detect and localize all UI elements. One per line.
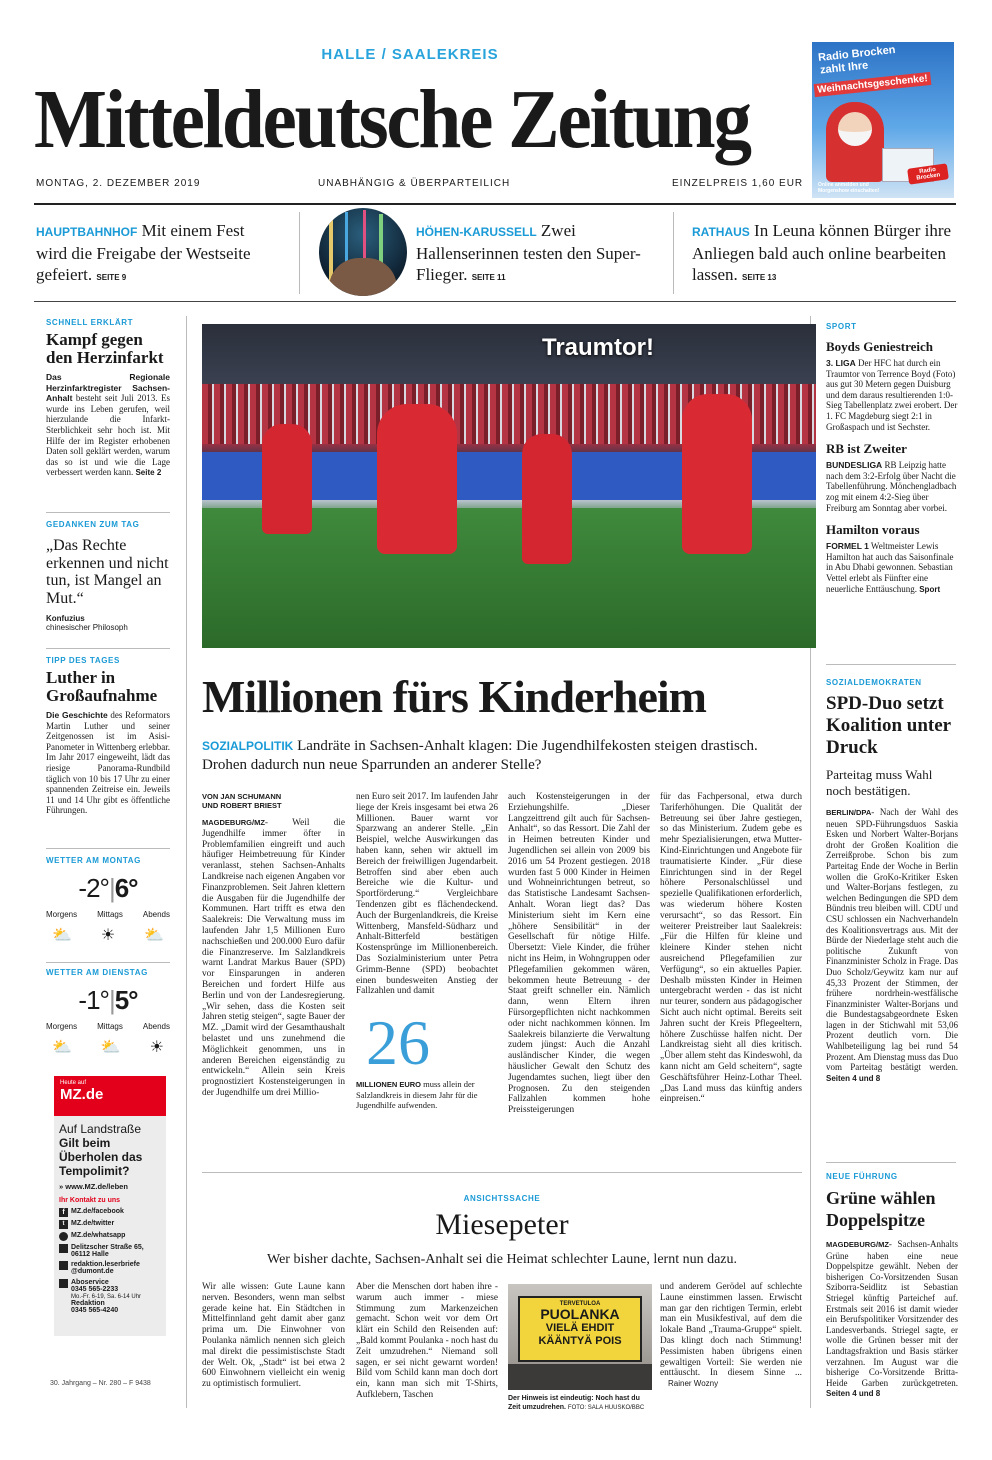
player-4 <box>682 394 752 554</box>
gedanken-kicker: GEDANKEN ZUM TAG <box>46 520 140 529</box>
schnell-headline: Kampf gegen den Herzinfarkt <box>46 330 164 367</box>
mz-contact-head: Ihr Kontakt zu uns <box>59 1197 121 1204</box>
sport-headline-3: Hamilton voraus <box>826 522 920 538</box>
sport-ref[interactable]: Sport <box>919 584 941 594</box>
schnell-text: besteht seit Juli 2013. Es wurde ins Leben gerufen, weil hierzulande die Infarkt-Sterblichkeit sehr hoch ist. Mit Hilfe der im Register erhobenen Daten soll geklärt werden, warum das so ist und wie die Lage verbessert werden kann. <box>46 393 171 478</box>
teaser-kicker: HAUPTBAHNHOF <box>36 225 138 239</box>
ansicht-col-2: Aber die Menschen dort haben ihre - warum auch immer - miese Stimmung zum Markenzeichen gemacht. Schon weit vor dem Ort klärt ein Schild den Reisenden auf: „Bald kommt Poulanka - noch hast du Zeit umzudrehen.“ Niemand soll sagen, er sei nicht gewarnt worden! Bild vom Schild kann man doch dort ein, kann man sich mit T-Shirts, Aufklebern, Taschen <box>356 1282 499 1400</box>
main-body-1: MAGDEBURG/MZ- Weil die Jugendhilfe immer öfter in Problemfamilien eingreift und auch häufiger Heimbetreuung für Kinder veranlasst, stehen Sachsen-Anhalts Landkreise nach eigenen Angaben vor Finanzproblemen. Seit Jahren klettern die Ausgaben für die Jugendhilfe der Kommunen. Hart trifft es etwa den Saalekreis: Die Verwaltung muss im laufenden Jahr 1,5 Millionen Euro nachschießen und 200.000 Euro dafür die Finanzreserve. Im Salzlandkreis warnt Landrat Markus Bauer (SPD) vor Einsparungen in anderen Bereichen und fordert Hilfe aus Berlin und von der Landesregierung. „Wir sehen, dass die Kosten seit Jahren stetig steigen“, sagte Bauer der MZ. „Damit wird der Gesamthaushalt belastet und uns zunehmend die Möglichkeit genommen, uns in anderen Bereichen eigenständig zu entwickeln.“ Allein sein Kreis prognostiziert Kostensteigerungen in der Jugendhilfe um drei Millio- <box>202 818 345 1098</box>
main-body-3: auch Kostensteigerungen in der Erziehungshilfe. „Dieser Langzeittrend gilt auch für Sachsen-Anhalt“, so das Ressort. Die Zahl der in Heimen betreuten Kinder und Jugendlichen sei allein von 2009 bis 2016 um 54 Prozent gestiegen. 2018 wurden fast 5 000 Kinder in Heimen und Wohneinrichtungen betreut, so das Statistische Landesamt Sachsen-Anhalt. Woran liegt das? Das Ministerium sieht im Kern eine „höhere Sensibilität“ in der Gesellschaft für nötige Hilfe. Übersetzt: Viele Kinder, die früher nicht ins Heim, in Wohngruppen oder Pflegefamilien gekommen wären, bekommen heute Betreuung - der Staat greift schneller ein. Nämlich dann, wenn Eltern ihren Fürsorgepflichten nicht nachkommen oder nicht nachkommen können. Im Saalekreis bilanzierte die Verwaltung zudem jüngst: Auch die Anzahl ausländischer Kinder, die wegen häuslicher Gewalt den Schutz des Jugendamtes suchen, liegt über den Prognosen. Zu den steigenden Fallzahlen kommen hohe Preissteigerungen <box>508 792 650 1116</box>
mz-title1: Auf Landstraße <box>59 1122 142 1136</box>
big-number-caption: MILLIONEN EURO muss allein der Salzlandkreis in diesem Jahr für die Jugendhilfe aufwenden. <box>356 1079 478 1111</box>
sign-line-4: KÄÄNTYÄ POIS <box>538 1335 622 1347</box>
teaser-ref: SEITE 11 <box>471 273 506 282</box>
weather-labels <box>46 1022 170 1031</box>
byline-2: UND ROBERT BRIEST <box>202 801 282 810</box>
spd-sub: Parteitag muss Wahl noch bestätigen. <box>826 767 933 798</box>
gedanken-author: Konfuzius <box>46 614 85 623</box>
teaser-ref: SEITE 9 <box>96 273 127 282</box>
puolanka-photo[interactable] <box>508 1284 652 1390</box>
gruene-ref[interactable]: Seiten 4 und 8 <box>826 1389 881 1399</box>
divider <box>673 212 674 294</box>
abo-service: Aboservice 0345 565-2233 Mo.-Fr. 6-19, Sa. 6-14 Uhr Redaktion 0345 565-4240 <box>59 1279 161 1314</box>
label-evening: Abends <box>142 910 170 919</box>
mz-logo: MZ.de <box>60 1086 104 1103</box>
player-2 <box>377 404 457 554</box>
spd-kicker: SOZIALDEMOKRATEN <box>826 678 922 687</box>
sport-body-3: FORMEL 1 Weltmeister Lewis Hamilton hat auch das Saisonfinale in Abu Dhabi gewonnen. Sebastian Vettel erlebt als Fünfter eine neuerliche Enttäuschung. Sport <box>826 541 954 594</box>
spd-article <box>826 678 958 1084</box>
temp-min: -1° <box>78 985 109 1015</box>
sun-cloud-icon: ⛅ <box>144 925 164 944</box>
gruene-article <box>826 1172 958 1400</box>
column-rule-left <box>186 316 187 1408</box>
people-silhouettes <box>508 1364 652 1390</box>
sun-cloud-icon: ⛅ <box>100 1037 121 1056</box>
ansicht-headline: Miesepeter <box>435 1208 569 1241</box>
divider <box>46 648 170 649</box>
divider <box>826 664 956 665</box>
divider <box>299 212 300 294</box>
divider <box>46 962 170 963</box>
ansicht-sub: Wer bisher dachte, Sachsen-Anhalt sei die Heimat schlechter Laune, lernt nun dazu. <box>266 1252 738 1267</box>
ad-badge: Radio Brocken <box>907 163 949 184</box>
ansicht-col-4: und anderem Gerödel auf schlechte Laune einstimmen lassen. Erwischt man gar den richtigen Termin, erlebt man ein Musikfestival, auf dem die lokale Band „Trauma-Gruppe“ spielt. Das klingt doch nach Stimmung! Pessimisten haben übrigens einen gewaltigen Vorteil: Sie werden nie enttäuscht. In diesem Sinne ... Rainer Wozny <box>660 1282 802 1389</box>
spd-headline: SPD-Duo setzt Koalition unter Druck <box>826 693 951 758</box>
big-number: 26 <box>366 1007 430 1079</box>
teaser-hauptbahnhof[interactable] <box>36 220 276 288</box>
ad-line1: Radio Brocken <box>817 43 897 65</box>
gruene-headline: Grüne wählen Doppelspitze <box>826 1188 936 1230</box>
whatsapp-link[interactable]: MZ.de/whatsapp <box>59 1232 161 1241</box>
issue-date: MONTAG, 2. DEZEMBER 2019 <box>36 178 201 189</box>
left-column <box>46 318 170 479</box>
tipp-lead: Die Geschichte <box>46 710 108 720</box>
weather-tuesday <box>46 968 170 1056</box>
teaser-ref: SEITE 13 <box>742 273 777 282</box>
mz-link[interactable]: » www.MZ.de/leben <box>59 1182 128 1191</box>
temp-max: 6° <box>114 873 138 903</box>
sign-board <box>518 1296 642 1362</box>
mz-title2: Gilt beim Überholen das Tempolimit? <box>59 1136 143 1178</box>
issue-footer: 30. Jahrgang – Nr. 280 – F 9438 <box>50 1380 151 1387</box>
weather-labels <box>46 910 170 919</box>
email-link[interactable]: redaktion.leserbriefe @dumont.de <box>59 1261 161 1275</box>
ansicht-kicker: ANSICHTSSACHE <box>463 1194 541 1203</box>
gruene-kicker: NEUE FÜHRUNG <box>826 1172 898 1181</box>
teaser-carousel-image[interactable] <box>319 208 407 296</box>
weather-monday <box>46 856 170 944</box>
ansicht-col-1: Wir alle wissen: Gute Laune kann nerven. Besonders, wenn man selbst gerade keine hat. Ein Städtchen in Mittelfinnland geht damit aber ganz prima um. Die Einwohner von Poulanka nämlich nennen sich gleich mal direkt die pessimistischste Stadt der Welt. Ok, „Stadt“ ist bei etwa 2 600 Einwohnern vielleicht ein wenig zu optimistisch formuliert. <box>202 1282 345 1390</box>
main-subheadline: SOZIALPOLITIK Landräte in Sachsen-Anhalt klagen: Die Jugendhilfekosten steigen drastisch. Drohen dadurch nun neue Sparrunden an anderer Stelle? <box>202 738 758 773</box>
ad-small-text: Online anmelden und Morgenshow einschalten! <box>818 182 880 194</box>
main-col-2 <box>356 792 498 1110</box>
schnell-body <box>46 372 170 479</box>
weather-icons <box>46 1031 170 1056</box>
weather-kicker: WETTER AM DIENSTAG <box>46 968 148 977</box>
teaser-text: Zwei Hallenserinnen testen den Super-Flieger. <box>416 221 641 284</box>
tipp-headline: Luther in Großaufnahme <box>46 668 158 705</box>
tipp-body <box>46 710 170 816</box>
gruene-body: MAGDEBURG/MZ- Sachsen-Anhalts Grüne haben eine neue Doppelspitze gewählt. Neben der bisherigen Co-Vorsitzenden Susan Sziborra-Seidlitz ist Sebastian Striegel künftig Parteichef auf. Erstmals seit 2016 ist damit wieder ein Berufspolitiker Vorsitzender des Landesverbands. Striegel sagte, er wolle die Grünen besser mit der Landtagsfraktion und Basis stärker verzahnen. Im August war die bisherige Co-Vorsitzende Britta-Heide Garben zurückgetreten. Seiten 4 und 8 <box>826 1239 958 1399</box>
sun-icon: ☀ <box>149 1037 164 1056</box>
weather-kicker: WETTER AM MONTAG <box>46 856 141 865</box>
photo-overlay-text: Traumtor! <box>542 334 655 361</box>
teaser-rathaus[interactable] <box>692 220 960 288</box>
tipp-box <box>46 656 170 816</box>
teaser-text: Mit einem Fest wird die Freigabe der Westseite gefeiert. <box>36 221 251 284</box>
sun-icon: ☀ <box>100 925 116 944</box>
main-body-2: nen Euro seit 2017. Im laufenden Jahr liege der Kreis insgesamt bei etwa 26 Millionen. Bauer warnt vor Sparzwang an anderer Stelle. „Ein Beispiel, welche Auswirkungen das haben kann, sehen wir aktuell im Bereich der freiwilligen Jugendarbeit. Betroffen sind aber eben auch Bereiche wie die Kultur- und Sportförderung.“ Vergleichbare Tendenzen gibt es flächendeckend. Auch der Burgenlandkreis, die Kreise Wittenberg, Mansfeld-Südharz und Anhalt-Bitterfeld bestätigen Kostensprünge im Millionenbereich. Das Sozialministerium unter Petra Grimm-Benne (SPD) beobachtet einen bundesweiten Anstieg der Fallzahlen und damit <box>356 792 498 997</box>
photo-caption: Der Hinweis ist eindeutig: Noch hast du Zeit umzudrehen. FOTO: SALA HUUSKO/BBC <box>508 1395 645 1411</box>
gedanken-role: chinesischer Philosoph <box>46 623 128 632</box>
label-noon: Mittags <box>97 1022 123 1031</box>
newspaper-title: Mitteldeutsche Zeitung <box>34 73 750 166</box>
divider <box>46 512 170 513</box>
temp-min: -2° <box>78 873 109 903</box>
tipp-kicker: TIPP DES TAGES <box>46 656 120 665</box>
santa-face <box>838 112 872 146</box>
label-evening: Abends <box>142 1022 170 1031</box>
main-col-3 <box>508 792 650 1116</box>
schnell-kicker: SCHNELL ERKLÄRT <box>46 318 134 327</box>
weather-icons <box>46 919 170 944</box>
football-photo[interactable] <box>202 324 816 648</box>
main-kicker: SOZIALPOLITIK <box>202 739 294 753</box>
region-label: HALLE / SAALEKREIS <box>321 46 499 63</box>
player-3 <box>522 434 572 564</box>
sport-kicker: SPORT <box>826 322 857 331</box>
twitter-icon: t <box>59 1220 68 1229</box>
schnell-ref[interactable]: Seite 2 <box>135 468 162 478</box>
label-morning: Morgens <box>46 1022 78 1031</box>
byline-1: VON JAN SCHUMANN <box>202 792 282 801</box>
twitter-link[interactable]: t MZ.de/twitter <box>59 1220 161 1229</box>
mail-icon <box>59 1261 68 1270</box>
sport-column <box>826 322 958 595</box>
label-noon: Mittags <box>97 910 123 919</box>
gedanken-quote: „Das Rechte erkennen und nicht tun, ist Mangel an Mut.“ <box>46 537 169 607</box>
tipp-text: des Reformators Martin Luther und seiner Zeitgenossen ist im Asisi-Panometer in Wittenberg erlebbar. Im Jahr 2017 eingeweiht, lädt das riesige Panorama-Rundbild täglich von 10 bis 17 Uhr zu einer spannenden Zeitreise ein. Jeweils 11 und 14 Uhr gibt es öffentliche Führungen. <box>46 710 171 816</box>
mz-promo-box[interactable] <box>54 1076 166 1336</box>
main-col-1 <box>202 792 345 1099</box>
schnell-lead: Das Regionale Herzinfarktregister Sachsen-Anhalt <box>46 372 170 404</box>
weather-temps: -2°|6° <box>78 873 138 903</box>
sport-body-1: 3. LIGA Der HFC hat durch ein Traumtor von Terrence Boyd (Foto) aus gut 30 Metern gegen Duisburg und dem daraus resultierenden 1:0-Sieg Tabellenplatz zwei erobert. Der 1. FC Magdeburg siegt 2:1 in Großaspach und ist Sechster. <box>826 358 958 432</box>
masthead-rule <box>34 203 956 205</box>
divider <box>46 848 170 849</box>
ad-line3: Weihnachtsgeschenke! <box>814 72 932 97</box>
sport-body-2: BUNDESLIGA RB Leipzig hatte nach dem 3:2-Erfolg über Nacht die Tabellenführung. Mönchengladbach zog mit einem 4:2-Sieg über Freiburg am Sonntag aber vorbei. <box>826 460 957 513</box>
price: EINZELPREIS 1,60 EUR <box>672 178 804 189</box>
sign-line-2: PUOLANKA <box>540 1306 620 1322</box>
temp-max: 5° <box>114 985 138 1015</box>
main-headline: Millionen fürs Kinderheim <box>202 671 706 722</box>
gedanken-box <box>46 520 170 632</box>
location-icon <box>59 1244 68 1253</box>
mz-small: Heute auf <box>60 1080 87 1086</box>
phone-icon <box>59 1279 68 1288</box>
divider <box>202 1172 802 1173</box>
spd-ref[interactable]: Seiten 4 und 8 <box>826 1073 881 1083</box>
address-line: Delitzscher Straße 65, 06112 Halle <box>59 1244 161 1258</box>
whatsapp-icon <box>59 1232 68 1241</box>
label-morning: Morgens <box>46 910 78 919</box>
main-body-4: für das Fachpersonal, etwa durch Tariferhöhungen. Die Qualität der Betreuung sei über Jahre gestiegen, so das Ministerium. Zudem gebe es mehr Spezialisierungen, etwa Mutter-Kind-Einrichtungen und Angebote für traumatisierte Kinder. „Für diese Einrichtungen sind in der Regel höhere Personalschlüssel und spezielle Qualifikationen erforderlich, was wiederum höhere Kosten verursacht“, so das Ressort. Ein weiterer Preistreiber laut Saalekreis: „Für die Hilfen für kleine und kleinere Kinder stehen nicht ausreichend Pflegefamilien zur Verfügung“, so ein aktuelles Papier. Deshalb müssten Kinder in Heimen untergebracht werden - das ist nicht nur teurer, sondern aus pädagogischer Sicht auch nicht optimal. Bereits seit Jahren sucht der Kreis Pflegeeltern, höhere Zuschüsse halfen nicht. Der Landkreistag sieht all dies kritisch. „Über allem steht das Kindeswohl, da kann nicht am Geld scheitern“, sagte Geschäftsführer Heinz-Lothar Theel. „Das Land muss das künftig anders einpreisen.“ <box>660 792 802 1105</box>
sun-cloud-icon: ⛅ <box>52 1037 72 1056</box>
sport-headline-1: Boyds Geniestreich <box>826 339 934 354</box>
sign-line-3: VIELÄ EHDIT <box>545 1322 615 1334</box>
facebook-icon: f <box>59 1208 68 1217</box>
player-1 <box>262 424 312 534</box>
radio-ad[interactable] <box>812 42 954 198</box>
main-col-4 <box>660 792 802 1105</box>
teaser-rule <box>34 301 956 302</box>
sport-headline-2: RB ist Zweiter <box>826 441 907 457</box>
sign-line-1: TERVETULOA <box>559 1301 601 1307</box>
weather-temps: -1°|5° <box>78 985 138 1015</box>
spd-body: BERLIN/DPA- Nach der Wahl des neuen SPD-Führungsduos Saskia Esken und Norbert Walter-Borjans droht der Großen Koalition die Zerreißprobe. Schon bis zum Parteitag Ende der Woche in Berlin wollen die GroKo-Kritiker Esken und Walter-Borjans festlegen, zu welchen Bedingungen die SPD dem Bündnis treu bleiben will. CDU und CSU schlossen ein Nachverhandeln des Koalitionsvertrags aus. Mit der Bürde der Niederlage steht auch die politische Zukunft von Finanzminister Scholz in Frage. Das Duo Scholz/Geywitz kam nur auf 45,33 Prozent der Stimmen, der frühere nordrhein-westfälische Finanzminister Walter-Borjans und die Bundestagsabgeordnete Esken lagen in der Stichwahl mit 53,06 Prozent deutlich vorn. Die Wahlbeteiligung lag bei rund 54 Prozent. Am Dienstag muss das Duo vom Parteitag bestätigt werden. Seiten 4 und 8 <box>826 807 958 1083</box>
teaser-kicker: HÖHEN-KARUSSELL <box>416 225 537 239</box>
ad-line2: zahlt Ihre <box>819 59 869 77</box>
teaser-kicker: RATHAUS <box>692 225 750 239</box>
divider <box>826 1162 956 1163</box>
sun-cloud-icon: ⛅ <box>52 925 72 944</box>
facebook-link[interactable]: f MZ.de/facebook <box>59 1208 161 1217</box>
teaser-hoehen-karussell[interactable] <box>416 220 648 288</box>
slogan: UNABHÄNGIG & ÜBERPARTEILICH <box>318 178 511 189</box>
teaser-text: In Leuna können Bürger ihre Anliegen bald auch online bearbeiten lassen. <box>692 221 952 284</box>
